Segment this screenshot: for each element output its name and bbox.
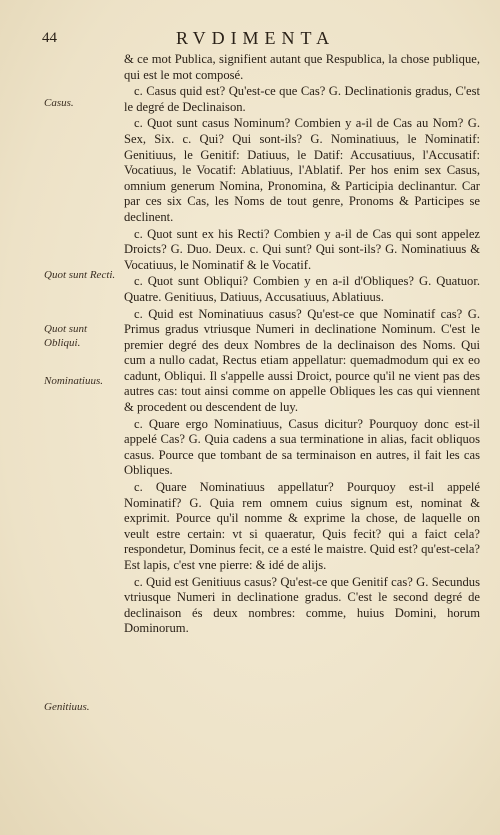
running-title: RVDIMENTA [176,28,336,48]
paragraph: c. Quot sunt casus Nominum? Combien y a-il de Cas au Nom? G. Sex, Six. c. Qui? Qui sont-ils? G. Nominatiuus, le Nominatif: Genitiuus, le Genitif: Datiuus, le Datif: Accusatiuus, l'Accusatif: Vocatiuus, le Vocatif: Ablatiuus, l'Ablatif. Per hos enim sex Casus, omnium generum Nomina, Pronomina, & Participia declinantur. Car par ces six Cas, les Noms de tout genre, Pronoms & Participes se declinent. [124,116,480,224]
margin-note-casus: Casus. [44,97,74,109]
paragraph: c. Quid est Nominatiuus casus? Qu'est-ce que Nominatif cas? G. Primus gradus vtriusque Numeri in declinatione Nominum. C'est le premier degré des deux Nombres de la declinaison des Noms. Qui cum a nullo cadat, Rectus etiam appellatur: quemadmodum qui ex eo cadunt, Obliqui. Il s'appelle aussi Droict, pource qu'il ne vient pas des autres cas: tout ainsi comme on appelle Obliques les cas qui viennent & procedent ou descendent de luy. [124,306,480,415]
page-header [0,26,500,50]
margin-note-obliqui: Quot sunt Obliqui. [44,323,88,349]
margin-note-nominatiuus: Nominatiuus. [44,375,103,387]
paragraph: c. Quot sunt ex his Recti? Combien y a-il de Cas qui sont appelez Droicts? G. Duo. Deux. c. Qui sunt? Qui sont-ils? G. Nominatiuus & Vocatiuus, le Nominatif & le Vocatif. [124,226,480,272]
page-number: 44 [42,30,57,46]
paragraph: c. Casus quid est? Qu'est-ce que Cas? G. Declinationis gradus, C'est le degré de Declinaison. [124,84,480,114]
paragraph: c. Quare ergo Nominatiuus, Casus dicitur? Pourquoy donc est-il appelé Cas? G. Quia cadens a sua terminatione in alias, facit obliquos casus. Pource que tombant de sa terminaison en autres, il fait les cas Obliques. [124,416,480,478]
paragraph: c. Quare Nominatiuus appellatur? Pourquoy est-il appelé Nominatif? G. Quia rem omnem cuius signum est, nominat & exprimit. Pource qu'il nomme & exprime la chose, de laquelle on veult estre certain: vt si quaeratur, Quis fecit? qui a faict cela? respondetur, Dominus fecit, ce a esté le maistre. Quid est? qu'est-cela? Est lapis, c'est vne pierre: & idé de alijs. [124,480,480,572]
margin-note-genitiuus: Genitiuus. [44,701,90,713]
body-text [124,52,480,637]
paragraph: c. Quid est Genitiuus casus? Qu'est-ce que Genitif cas? G. Secundus vtriusque Numeri in declinatione gradus. C'est le second degré de declinaison és deux nombres: comme, huius Domini, horum Dominorum. [124,574,480,636]
margin-note-recti: Quot sunt Recti. [44,269,116,281]
paragraph: c. Quot sunt Obliqui? Combien y en a-il d'Obliques? G. Quatuor. Quatre. Genitiuus, Datiuus, Accusatiuus, Ablatiuus. [124,274,480,304]
paragraph: & ce mot Publica, signifient autant que Respublica, la chose publique, qui est le mot composé. [124,52,480,82]
